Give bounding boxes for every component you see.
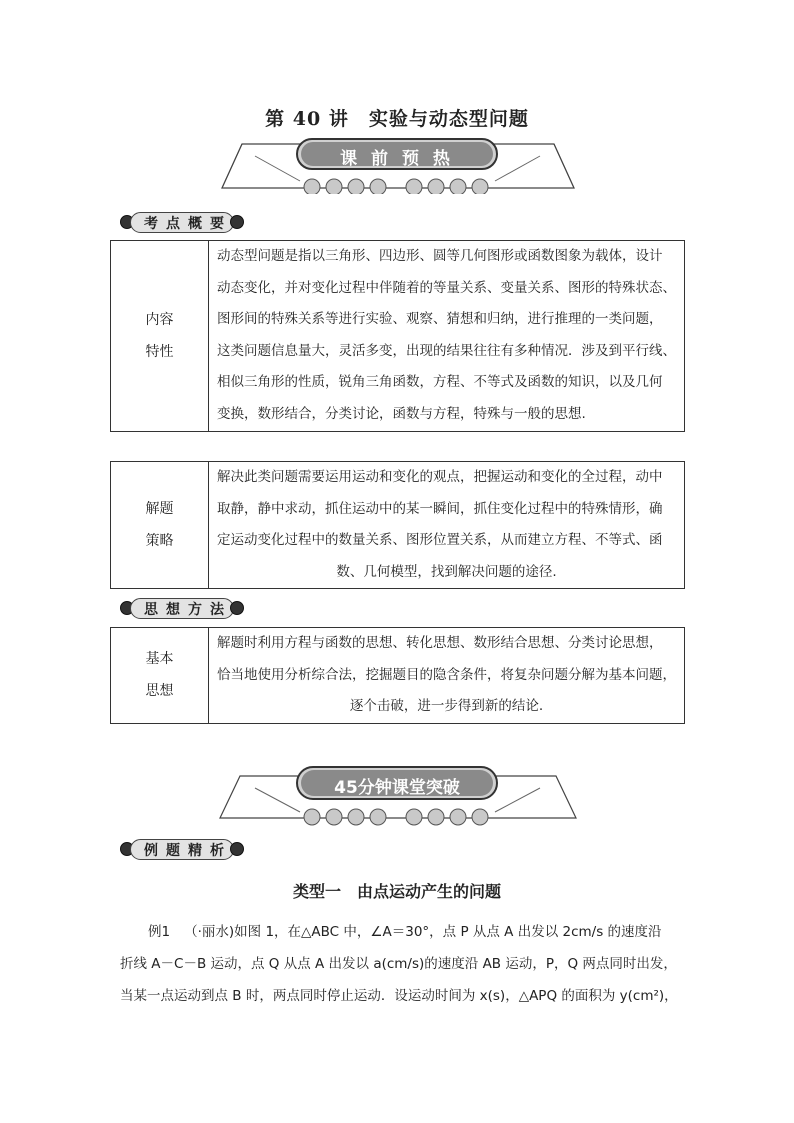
example-line: 折线 A－C－B 运动，点 Q 从点 A 出发以 a(cm/s)的速度沿 AB 运动，P，Q 两点同时出发， bbox=[120, 956, 677, 972]
section-header-examples bbox=[100, 838, 260, 860]
example-line: （·丽水)如图 1，在△ABC 中，∠A＝30°，点 P 从点 A 出发以 2cm/s 的速度沿 bbox=[184, 924, 662, 940]
example-paragraph bbox=[120, 916, 680, 1012]
example-label: 例1 bbox=[148, 924, 171, 940]
bullet-icon bbox=[230, 842, 244, 856]
banner-pre-class bbox=[0, 136, 794, 194]
section-label: 例题精析 bbox=[144, 843, 232, 859]
table-value: 解决此类问题需要运用运动和变化的观点，把握运动和变化的全过程，动中 取静，静中求动，抓住运动中的某一瞬间，抓住变化过程中的特殊情形，确 定运动变化过程中的数量关系、图形位置关系，从而建立方程、不等式、函 数、几何模型，找到解决问题的途径. bbox=[209, 462, 685, 589]
table-key: 内容 特性 bbox=[111, 241, 209, 432]
type-heading: 类型一 由点运动产生的问题 bbox=[292, 882, 501, 901]
table-key: 基本 思想 bbox=[111, 628, 209, 724]
section-header-outline bbox=[100, 211, 260, 233]
banner-label: 课 前 预 热 bbox=[340, 149, 454, 169]
banner-class-breakthrough bbox=[0, 764, 794, 826]
bullet-icon bbox=[230, 601, 244, 615]
example-line: 当某一点运动到点 B 时，两点同时停止运动．设运动时间为 x(s)，△APQ 的面积为 y(cm²)， bbox=[120, 988, 678, 1004]
thinking-table bbox=[110, 627, 685, 724]
table-value: 动态型问题是指以三角形、四边形、圆等几何图形或函数图象为载体，设计 动态变化，并对变化过程中伴随着的等量关系、变量关系、图形的特殊状态、 图形间的特殊关系等进行实验、观察、猜想和归纳，进行推理的一类问题， 这类问题信息量大，灵活多变，出现的结果往往有多种情况．涉及到平行线、 相似三角形的性质，锐角三角函数，方程、不等式及函数的知识，以及几何 变换，数形结合，分类讨论，函数与方程，特殊与一般的思想. bbox=[209, 241, 685, 432]
bullet-icon bbox=[230, 215, 244, 229]
page-title: 第 40 讲 实验与动态型问题 bbox=[265, 108, 529, 130]
table-key: 解题 策略 bbox=[111, 462, 209, 589]
strategy-table bbox=[110, 461, 685, 589]
content-table bbox=[110, 240, 685, 432]
banner-label: 45分钟课堂突破 bbox=[334, 778, 460, 798]
section-header-method bbox=[100, 597, 260, 619]
table-value: 解题时利用方程与函数的思想、转化思想、数形结合思想、分类讨论思想， 恰当地使用分析综合法，挖掘题目的隐含条件，将复杂问题分解为基本问题， 逐个击破，进一步得到新的结论. bbox=[209, 628, 685, 724]
section-label: 思想方法 bbox=[144, 602, 232, 618]
section-label: 考点概要 bbox=[144, 216, 232, 232]
